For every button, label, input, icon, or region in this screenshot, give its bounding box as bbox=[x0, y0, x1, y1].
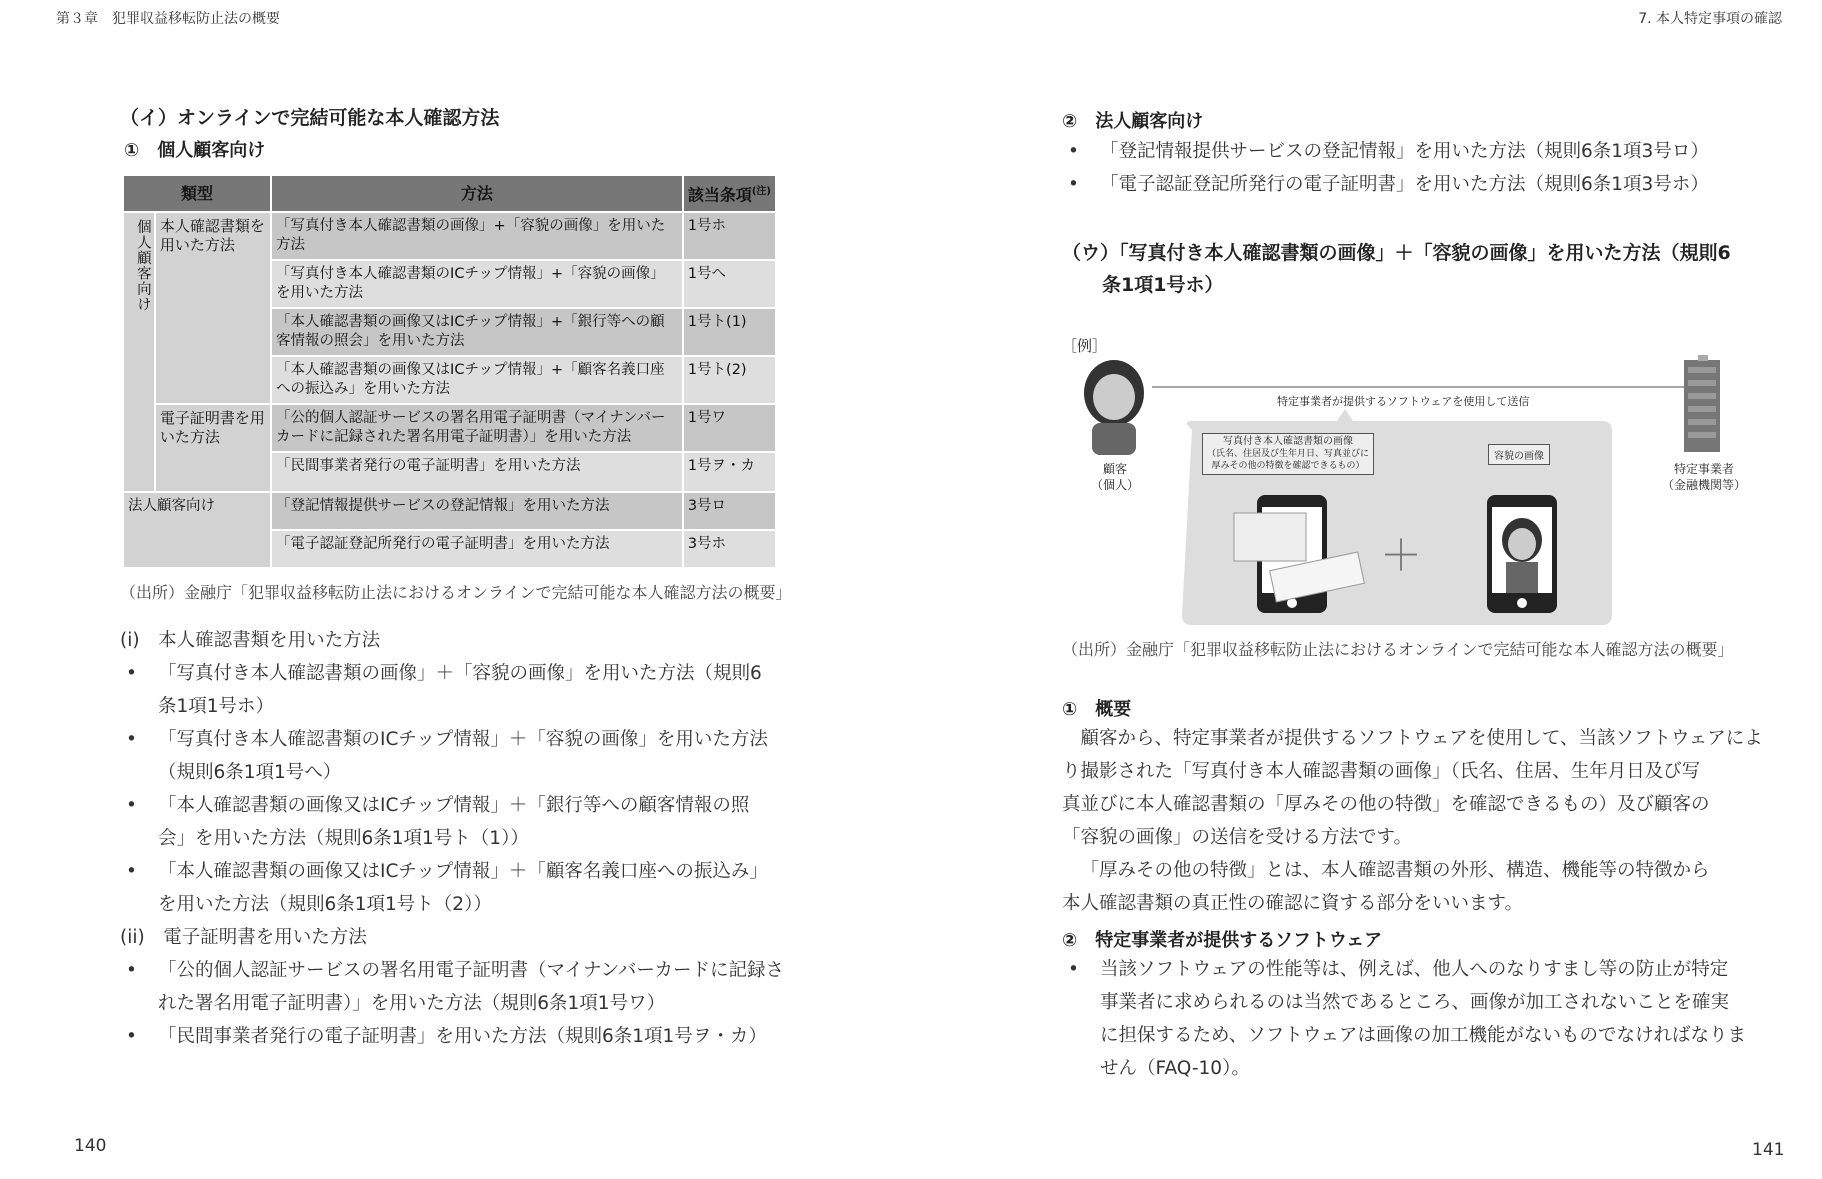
overview-line: 顧客から、特定事業者が提供するソフトウェアを使用して、当該ソフトウェアによ bbox=[1080, 728, 1763, 749]
list-item: • 「本人確認書類の画像又はICチップ情報」＋「銀行等への顧客情報の照 会」を用いた方法（規則6条1項1号ト（1）） bbox=[120, 789, 820, 855]
method-cell: 「本人確認書類の画像又はICチップ情報」+「銀行等への顧客情報の照会」を用いた方法 bbox=[271, 308, 683, 356]
method-list bbox=[120, 624, 820, 1053]
table-source: （出所）金融庁「犯罪収益移転防止法におけるオンラインで完結可能な本人確認方法の概要」 bbox=[120, 583, 792, 602]
smartphone-face-icon bbox=[1487, 495, 1557, 613]
list-item: • 「写真付き本人確認書類の画像」＋「容貌の画像」を用いた方法（規則6 条1項1号ホ） bbox=[120, 657, 820, 723]
business-label: 特定事業者 （金融機関等） bbox=[1661, 462, 1746, 492]
software-list bbox=[1062, 953, 1802, 1085]
group-corporate: 法人顧客向け bbox=[123, 492, 271, 568]
subsection-title: ② 法人顧客向け bbox=[1062, 111, 1204, 132]
table-row bbox=[123, 492, 776, 530]
group-individual: 個人顧客向け bbox=[123, 212, 155, 492]
table-row bbox=[123, 212, 776, 260]
list-item: • 当該ソフトウェアの性能等は、例えば、他人へのなりすまし等の防止が特定 事業者に求められるのは当然であるところ、画像が加工されないことを確実 に担保するため、ソフトウェアは画像の加工機能がないものでなければなりま せん（FAQ-10）。 bbox=[1062, 953, 1802, 1085]
clause-cell: 3号ロ bbox=[683, 492, 776, 530]
overview-line: 「容貌の画像」の送信を受ける方法です。 bbox=[1062, 827, 1413, 848]
clause-cell: 1号ワ bbox=[683, 404, 776, 452]
section-title-cont: 条1項1号ホ） bbox=[1102, 274, 1224, 296]
list-heading-ii: (ii) 電子証明書を用いた方法 bbox=[120, 927, 367, 948]
customer-person-icon bbox=[1084, 360, 1144, 455]
overview-text bbox=[1062, 722, 1802, 920]
plus-icon: ＋ bbox=[1380, 531, 1423, 580]
id-image-box: 写真付き本人確認書類の画像 （氏名、住居及び生年月日、写真並びに 厚みその他の特徴を確認できるもの） bbox=[1202, 433, 1374, 475]
method-cell: 「写真付き本人確認書類のICチップ情報」+「容貌の画像」を用いた方法 bbox=[271, 260, 683, 308]
corporate-list bbox=[1062, 135, 1802, 201]
running-header-left: 第３章 犯罪収益移転防止法の概要 bbox=[56, 11, 280, 27]
overview-line: 「厚みその他の特徴」とは、本人確認書類の外形、構造、機能等の特徴から bbox=[1080, 860, 1710, 881]
page-number-left: 140 bbox=[74, 1136, 107, 1156]
arrow-label: 特定事業者が提供するソフトウェアを使用して送信 bbox=[1277, 395, 1530, 408]
running-header-right: 7. 本人特定事項の確認 bbox=[1638, 11, 1782, 27]
methods-table bbox=[122, 174, 777, 569]
method-cell: 「民間事業者発行の電子証明書」を用いた方法 bbox=[271, 452, 683, 492]
overview-line: 真並びに本人確認書類の「厚みその他の特徴」を確認できるもの）及び顧客の bbox=[1062, 794, 1710, 815]
clause-cell: 1号ホ bbox=[683, 212, 776, 260]
list-item: • 「写真付き本人確認書類のICチップ情報」＋「容貌の画像」を用いた方法 （規則6条1項1号へ） bbox=[120, 723, 820, 789]
list-heading-i: (i) 本人確認書類を用いた方法 bbox=[120, 630, 381, 651]
overview-title: ① 概要 bbox=[1062, 699, 1132, 720]
page-number-right: 141 bbox=[1752, 1140, 1785, 1160]
method-cell: 「本人確認書類の画像又はICチップ情報」+「顧客名義口座への振込み」を用いた方法 bbox=[271, 356, 683, 404]
clause-cell: 1号ヲ・カ bbox=[683, 452, 776, 492]
method-cell: 「登記情報提供サービスの登記情報」を用いた方法 bbox=[271, 492, 683, 530]
clause-cell: 1号へ bbox=[683, 260, 776, 308]
section-title: （イ）オンラインで完結可能な本人確認方法 bbox=[120, 107, 500, 129]
list-item: • 「本人確認書類の画像又はICチップ情報」＋「顧客名義口座への振込み」 を用いた方法（規則6条1項1号ト（2）） bbox=[120, 855, 820, 921]
list-item: • 「登記情報提供サービスの登記情報」を用いた方法（規則6条1項3号ロ） bbox=[1062, 135, 1802, 168]
table-header bbox=[123, 175, 776, 212]
clause-cell: 3号ホ bbox=[683, 530, 776, 568]
clause-cell: 1号ト(1) bbox=[683, 308, 776, 356]
section-title: （ウ）「写真付き本人確認書類の画像」＋「容貌の画像」を用いた方法（規則6 bbox=[1062, 242, 1731, 264]
header-type: 類型 bbox=[123, 175, 271, 212]
clause-cell: 1号ト(2) bbox=[683, 356, 776, 404]
list-item: • 「公的個人認証サービスの署名用電子証明書（マイナンバーカードに記録さ れた署名用電子証明書）」を用いた方法（規則6条1項1号ワ） bbox=[120, 954, 820, 1020]
method-cell: 「写真付き本人確認書類の画像」+「容貌の画像」を用いた方法 bbox=[271, 212, 683, 260]
list-item: • 「民間事業者発行の電子証明書」を用いた方法（規則6条1項1号ヲ・カ） bbox=[120, 1020, 820, 1053]
subsection-title: ① 個人顧客向け bbox=[124, 140, 266, 161]
overview-line: 本人確認書類の真正性の確認に資する部分をいいます。 bbox=[1062, 893, 1524, 914]
overview-line: り撮影された「写真付き本人確認書類の画像」（氏名、住居、生年月日及び写 bbox=[1062, 761, 1701, 782]
method-cell: 「電子認証登記所発行の電子証明書」を用いた方法 bbox=[271, 530, 683, 568]
example-figure bbox=[1062, 335, 1762, 630]
customer-label: 顧客 （個人） bbox=[1090, 462, 1139, 492]
header-clause: 該当条項$^{(注)}$ bbox=[683, 175, 776, 212]
sub-docs: 本人確認書類を用いた方法 bbox=[155, 212, 271, 404]
sub-cert: 電子証明書を用いた方法 bbox=[155, 404, 271, 492]
list-item: • 「電子認証登記所発行の電子証明書」を用いた方法（規則6条1項3号ホ） bbox=[1062, 168, 1802, 201]
method-cell: 「公的個人認証サービスの署名用電子証明書（マイナンバーカードに記録された署名用電子証明書）」を用いた方法 bbox=[271, 404, 683, 452]
figure-source: （出所）金融庁「犯罪収益移転防止法におけるオンラインで完結可能な本人確認方法の概要」 bbox=[1062, 640, 1734, 659]
example-label: ［例］ bbox=[1062, 337, 1108, 355]
face-image-box: 容貌の画像 bbox=[1488, 444, 1550, 465]
building-icon bbox=[1684, 355, 1720, 452]
header-method: 方法 bbox=[271, 175, 683, 212]
table-row bbox=[123, 404, 776, 452]
software-title: ② 特定事業者が提供するソフトウェア bbox=[1062, 930, 1383, 951]
